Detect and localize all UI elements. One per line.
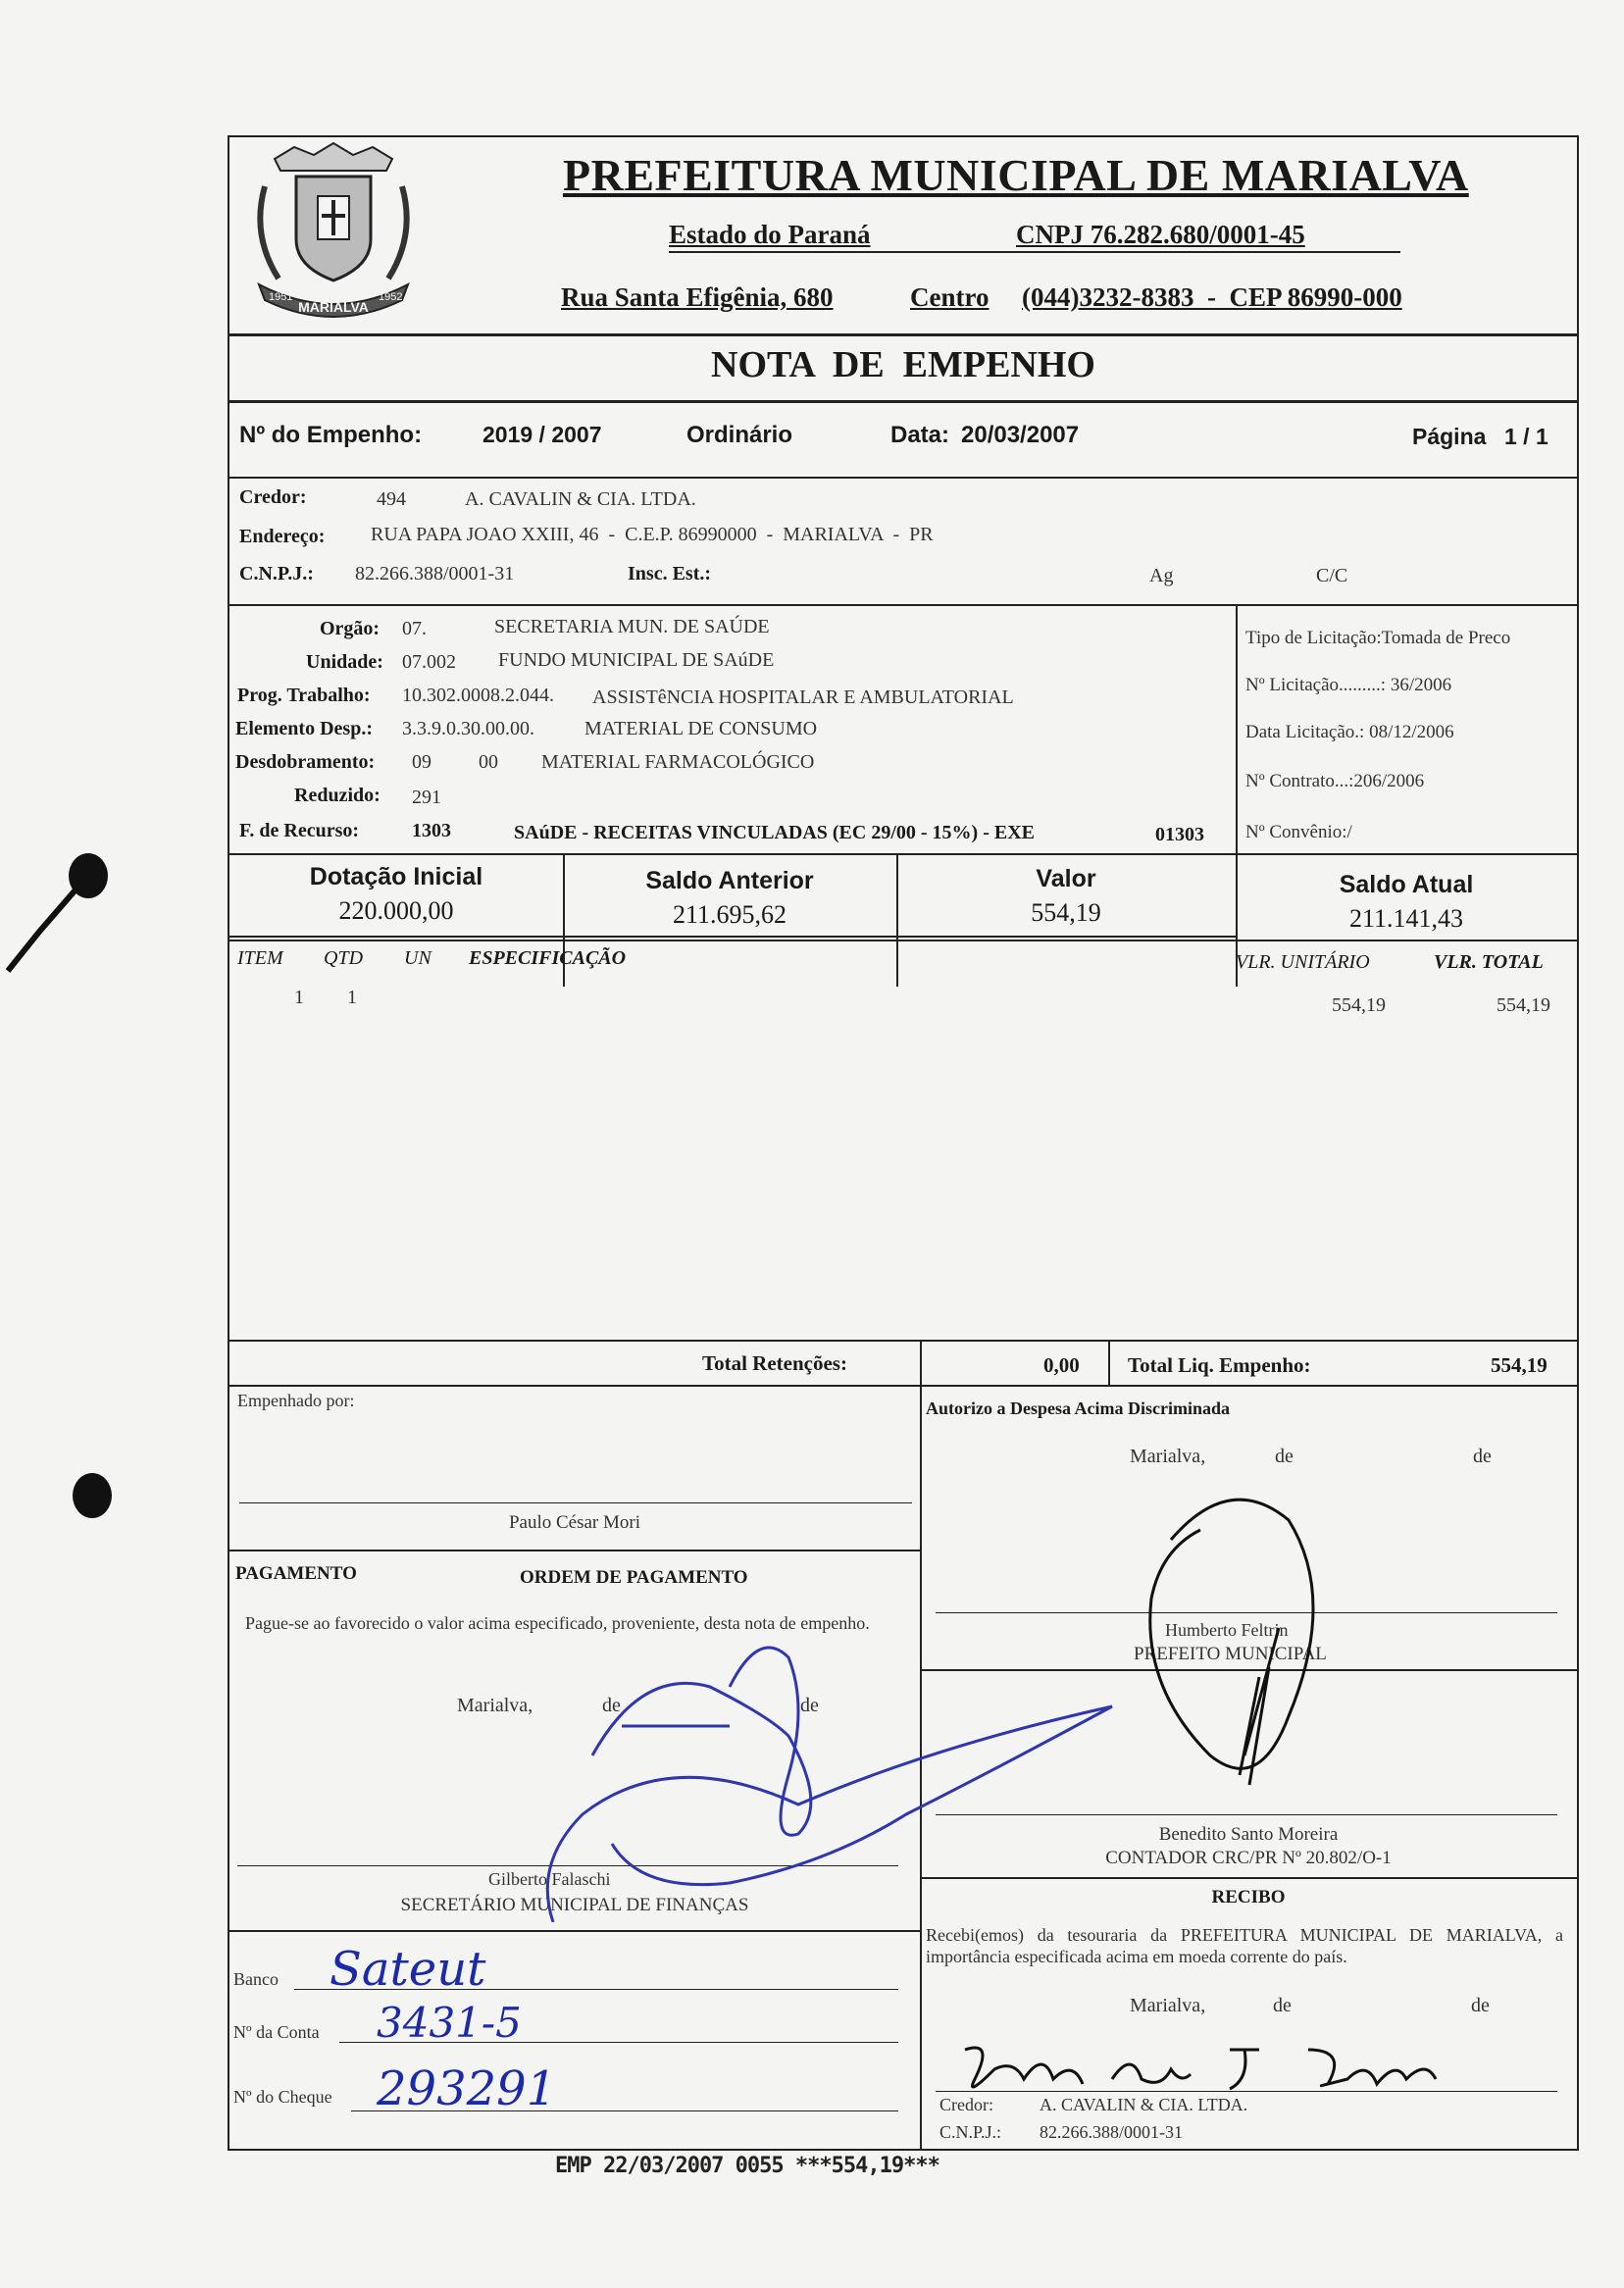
reduzido: 291 — [412, 787, 441, 808]
recurso-name: SAúDE - RECEITAS VINCULADAS (EC 29/00 - 15%) - EXE — [514, 822, 1035, 843]
recurso-code: 1303 — [412, 820, 451, 841]
cheque-value: 293291 — [377, 2061, 557, 2116]
credor-signature — [936, 2030, 1485, 2109]
desdobramento-code-b: 00 — [479, 751, 498, 773]
prog-trabalho-code: 10.302.0008.2.044. — [402, 685, 554, 706]
header-title: PREFEITURA MUNICIPAL DE MARIALVA — [563, 150, 1469, 200]
ag-label: Ag — [1149, 565, 1174, 586]
prog-trabalho-label: Prog. Trabalho: — [237, 685, 371, 706]
conta-label: Nº da Conta — [233, 2022, 320, 2042]
dotacao-label: Dotação Inicial — [309, 863, 483, 890]
item-unit: 554,19 — [1332, 994, 1386, 1016]
cheque-label: Nº do Cheque — [233, 2087, 332, 2107]
binding-mark — [0, 863, 98, 1010]
orgao-code: 07. — [402, 618, 427, 639]
banco-value: Sateut — [330, 1942, 486, 1997]
secretario-title: SECRETÁRIO MUNICIPAL DE FINANÇAS — [400, 1895, 749, 1915]
empenhado-por-name: Paulo César Mori — [508, 1512, 641, 1533]
autorizo-city: Marialva, — [1130, 1446, 1206, 1467]
autorizo-de-1: de — [1275, 1446, 1294, 1467]
valor-label: Valor — [1036, 865, 1096, 892]
empenho-date-label: Data: — [890, 422, 950, 448]
recibo-cnpj: 82.266.388/0001-31 — [1040, 2122, 1183, 2142]
credor-label: Credor: — [239, 486, 307, 508]
credor-code: 494 — [377, 488, 406, 510]
insc-est-label: Insc. Est.: — [628, 563, 712, 585]
recibo-de-2: de — [1471, 1995, 1490, 2016]
secretario-signature — [475, 1628, 1181, 1922]
total-retencoes-label: Total Retenções: — [702, 1351, 847, 1375]
autorizo-text: Autorizo a Despesa Acima Discriminada — [926, 1398, 1230, 1418]
recibo-credor-name: A. CAVALIN & CIA. LTDA. — [1040, 2095, 1248, 2114]
desdobramento-name: MATERIAL FARMACOLÓGICO — [541, 751, 815, 773]
page-number: 1 / 1 — [1504, 424, 1548, 449]
item-qtd: 1 — [347, 987, 357, 1008]
elemento-label: Elemento Desp.: — [235, 718, 373, 739]
total-liq-value: 554,19 — [1491, 1353, 1548, 1377]
pagamento-label: PAGAMENTO — [235, 1563, 357, 1584]
unidade-label: Unidade: — [306, 651, 383, 673]
cc-label: C/C — [1316, 565, 1348, 586]
crest-text: MARIALVA — [298, 299, 369, 315]
col-item: ITEM — [237, 947, 283, 969]
licitacao-contrato: Nº Contrato...:206/2006 — [1245, 771, 1425, 791]
header-state: Estado do Paraná — [669, 220, 871, 249]
endereco-label: Endereço: — [239, 526, 326, 547]
cnpj-label: C.N.P.J.: — [239, 563, 314, 585]
col-un: UN — [404, 947, 431, 969]
ordem-pagamento-label: ORDEM DE PAGAMENTO — [520, 1567, 748, 1588]
col-qtd: QTD — [324, 947, 364, 969]
elemento-code: 3.3.9.0.30.00.00. — [402, 718, 534, 739]
contador-name: Benedito Santo Moreira — [1158, 1824, 1339, 1845]
reduzido-label: Reduzido: — [294, 785, 381, 806]
saldo-atual-value: 211.141,43 — [1348, 904, 1464, 933]
total-liq-label: Total Liq. Empenho: — [1128, 1353, 1311, 1377]
recibo-label: RECIBO — [1211, 1887, 1286, 1907]
pagamento-de-1: de — [602, 1695, 621, 1716]
recibo-text: Recebi(emos) da tesouraria da PREFEITURA MUNICIPAL DE MARIALVA, a importância especificada acima em moeda corrente do país. — [926, 1925, 1563, 1966]
licitacao-convenio: Nº Convênio:/ — [1245, 822, 1352, 842]
elemento-name: MATERIAL DE CONSUMO — [584, 718, 818, 739]
col-vlr-total: VLR. TOTAL — [1434, 951, 1544, 973]
contador-title: CONTADOR CRC/PR Nº 20.802/O-1 — [1105, 1848, 1392, 1868]
emission-stamp: EMP 22/03/2007 0055 ***554,19*** — [555, 2154, 939, 2178]
banco-label: Banco — [233, 1969, 279, 1989]
col-especificacao: ESPECIFICAÇÃO — [469, 947, 627, 969]
empenhado-por-label: Empenhado por: — [237, 1391, 355, 1410]
prog-trabalho-name: ASSISTêNCIA HOSPITALAR E AMBULATORIAL — [592, 686, 1014, 708]
endereco: RUA PAPA JOAO XXIII, 46 - C.E.P. 86990000 - MARIALVA - PR — [371, 524, 934, 545]
saldo-anterior-value: 211.695,62 — [672, 900, 787, 929]
pague-se-text: Pague-se ao favorecido o valor acima especificado, proveniente, desta nota de empenho. — [245, 1613, 870, 1633]
recibo-credor-label: Credor: — [939, 2095, 993, 2114]
unidade-code: 07.002 — [402, 651, 456, 673]
empenho-type: Ordinário — [686, 422, 793, 448]
item-number: 1 — [294, 987, 304, 1008]
credor-name: A. CAVALIN & CIA. LTDA. — [465, 488, 696, 510]
orgao-name: SECRETARIA MUN. DE SAÚDE — [494, 616, 770, 637]
nota-de-empenho-form — [228, 135, 1579, 2151]
header-cnpj: CNPJ 76.282.680/0001-45 — [1016, 220, 1305, 249]
recibo-city: Marialva, — [1130, 1995, 1206, 2016]
licitacao-data: Data Licitação.: 08/12/2006 — [1245, 722, 1454, 742]
header-phone-cep: (044)3232-8383 - CEP 86990-000 — [1022, 282, 1402, 312]
empenho-number: 2019 / 2007 — [482, 422, 602, 447]
punch-hole-bottom — [73, 1473, 112, 1518]
total-retencoes-value: 0,00 — [1043, 1353, 1080, 1377]
licitacao-numero: Nº Licitação.........: 36/2006 — [1245, 675, 1452, 695]
unidade-name: FUNDO MUNICIPAL DE SAúDE — [498, 649, 775, 671]
header-street: Rua Santa Efigênia, 680 — [561, 282, 834, 312]
crest-year-left: 1951 — [269, 291, 293, 303]
licitacao-tipo: Tipo de Licitação:Tomada de Preco — [1245, 628, 1511, 648]
prefeito-name: Humberto Feltrin — [1165, 1620, 1289, 1640]
document-title: NOTA DE EMPENHO — [711, 344, 1095, 385]
autorizo-de-2: de — [1473, 1446, 1492, 1467]
col-vlr-unitario: VLR. UNITÁRIO — [1236, 951, 1370, 973]
header-district: Centro — [910, 282, 990, 312]
secretario-name: Gilberto Falaschi — [488, 1869, 611, 1889]
conta-value: 3431-5 — [377, 1999, 522, 2047]
cnpj: 82.266.388/0001-31 — [355, 563, 515, 585]
pagamento-de-2: de — [800, 1695, 819, 1716]
desdobramento-code-a: 09 — [412, 751, 431, 773]
empenho-number-label: Nº do Empenho: — [239, 422, 423, 448]
recibo-de-1: de — [1273, 1995, 1292, 2016]
saldo-atual-label: Saldo Atual — [1339, 871, 1474, 898]
valor-value: 554,19 — [1031, 898, 1101, 927]
municipal-crest-icon — [235, 137, 431, 330]
crest-year-right: 1952 — [379, 291, 403, 303]
item-total: 554,19 — [1497, 994, 1550, 1016]
orgao-label: Orgão: — [320, 618, 381, 639]
pagamento-city: Marialva, — [457, 1695, 533, 1716]
page-label: Página — [1412, 424, 1487, 449]
dotacao-value: 220.000,00 — [338, 896, 454, 925]
recurso-code2: 01303 — [1155, 824, 1204, 845]
empenho-date: 20/03/2007 — [961, 422, 1080, 448]
recurso-label: F. de Recurso: — [239, 820, 360, 841]
prefeito-title: PREFEITO MUNICIPAL — [1134, 1644, 1327, 1664]
saldo-anterior-label: Saldo Anterior — [645, 867, 814, 894]
recibo-cnpj-label: C.N.P.J.: — [939, 2122, 1002, 2142]
desdobramento-label: Desdobramento: — [235, 751, 376, 773]
